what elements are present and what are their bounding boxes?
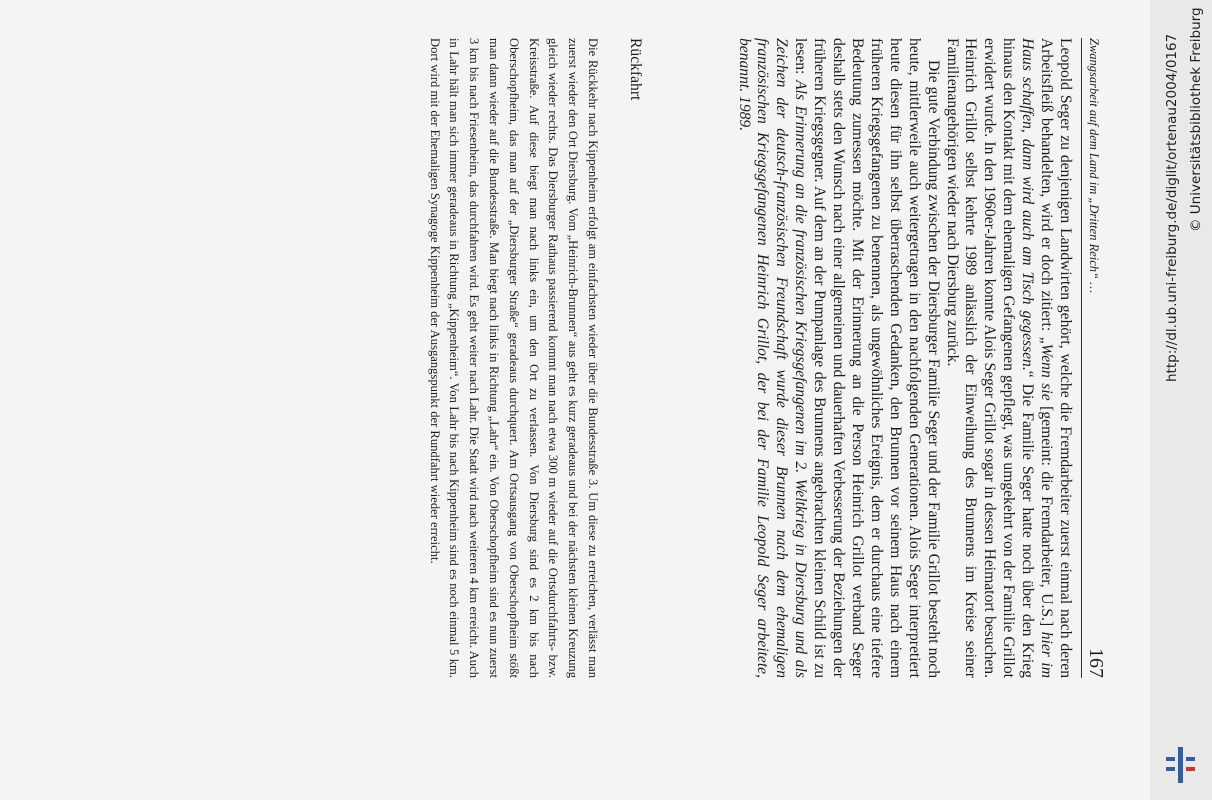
section-heading: Rückfahrt [627,38,644,101]
running-header [1081,38,1112,678]
return-route-paragraph: Die Rückkehr nach Kippenheim erfolgt am einfachsten wieder über die Bundesstraße 3. Um diese zu erreichen, verlässt man zuerst wieder den Ort Diersburg. Vom „Heinrich-Brunnen“ aus geht es kurz geradeaus und bei der nächsten kleinen Kreuzung gleich wieder rechts. Das Diersburger Rathaus passierend kommt man nach etwa 300 m wieder auf die Ortsdurchfahrts- bzw. Kreisstraße. Auf diese biegt man nach links ein, um den Ort zu verlassen. Von Diersburg sind es 2 km bis nach Oberschopfheim, das man auf der „Diersburger Straße“ geradeaus durchquert. Am Ortsausgang von Oberschopfheim stößt man dann wieder auf die Bundesstraße. Man biegt nach links in Richtung „Lahr“ ein. Von Oberschopfheim sind es nun zuerst 3 km bis nach Friesenheim, das durchfahren wird. Es geht weiter nach Lahr. Die Stadt wird nach weiteren 4 km erreicht. Auch in Lahr hält man sich immer geradeaus in Richtung „Kippenheim“. Von Lahr bis nach Kippenheim sind es noch einmal 5 km. Dort wird mit der Ehemaligen Synagoge Kippenheim der Ausgangspunkt der Rundfahrt wieder erreicht. [427,38,600,678]
plaque-inscription: Als Erinnerung an die französischen Kriegsgefangenen im 2. Weltkrieg in Diersburg und als Zeichen der deutsch-französischen Freundschaft wurde dieser Brunnen nach dem ehemaligen französischen Kriegsgefangenen Heinrich Grillot, der bei der Familie Leopold Seger arbeitete, benannt. 1989. [735,38,810,678]
ub-freiburg-logo-icon [1162,745,1198,785]
running-title: Zwangsarbeit auf dem Land im „Dritten Reich“ … [1087,38,1101,294]
paragraph-1: Leopold Seger zu denjenigen Landwirten gehört, welche die Fremdarbeiter zuerst einmal nach deren Arbeitsfleiß behandelten, wird er doch zitiert: „Wenn sie [gemeint: die Fremdarbeiter, U.S.] hier im Haus schaffen, dann wird auch am Tisch gegessen.“ Die Familie Seger hatte noch über den Krieg hinaus den Kontakt mit dem ehemaligen Gefangenen gepflegt, was umgekehrt von der Familie Grillot erwidert wurde. In den 1960er-Jahren konnte Alois Seger Grillot sogar in dessen Heimatort besuchen. Heinrich Grillot selbst kehrte 1989 anlässlich der Einweihung des Brunnens im Kreise seiner Familienangehörigen wieder nach Diersburg zurück. [943,38,1074,679]
paragraph-2: Die gute Verbindung zwischen der Diersburger Familie Seger und der Familie Grillot besteht noch heute, mittlerweile auch weitergetragen in den nachfolgenden Generationen. Alois Seger interpretiert heute diesen für ihn selbst überraschenden Gedanken, den Brunnen vor seinem Haus nach einem früheren Kriegsgefangenen zu benennen, als ungewöhnliches Ereignis, dem er durchaus eine tiefere Bedeutung zumessen möchte. Mit der Erinnerung an die Person Heinrich Grillot verband Seger deshalb stets den Wunsch nach einer allgemeinen und dauerhaften Verbesserung der Beziehungen der früheren Kriegsgegner. Auf dem an der Pumpanlage des Brunnens angebrachten kleinen Schild ist zu lesen: Als Erinnerung an die französischen Kriegsgefangenen im 2. Weltkrieg in Diersburg und als Zeichen der deutsch-französischen Freundschaft wurde dieser Brunnen nach dem ehemaligen französischen Kriegsgefangenen Heinrich Grillot, der bei der Familie Leopold Seger arbeitete, benannt. 1989. [735,38,942,678]
source-url[interactable]: http://dl.ub.uni-freiburg.de/diglit/ortenau2004/0167 [1164,33,1180,382]
main-body-text [734,38,1074,678]
quote-italic-1: Wenn sie [1038,343,1056,401]
quote-italic-2: hier im Haus schaffen, dann wird auch am Tisch gegessen. [1019,38,1056,679]
page-number: 167 [1085,648,1107,678]
library-sidebar [1150,0,1212,800]
section-text [424,38,602,678]
copyright-notice: © Universitätsbibliothek Freiburg [1188,7,1204,232]
